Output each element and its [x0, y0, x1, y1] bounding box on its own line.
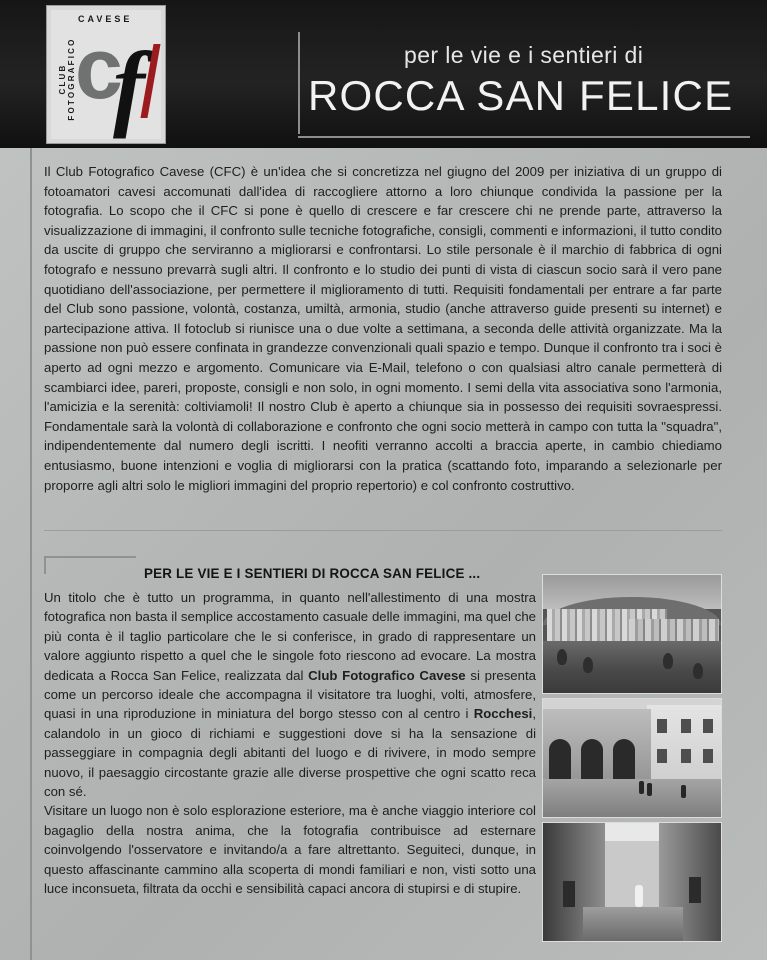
photo3-road: [583, 907, 683, 941]
club-logo: [46, 5, 166, 144]
club-name-bold: Club Fotografico Cavese: [308, 667, 466, 683]
photo2-arch: [581, 739, 603, 781]
photo2-person: [681, 785, 686, 798]
photo3-door: [689, 877, 701, 903]
title-vertical-rule: [298, 32, 300, 134]
section-paragraph-1-part-a: Un titolo che è tutto un programma, in quanto nell'allestimento di una mostra fotografica non basta il semplice accostamento casuale delle immagini, ma quel che più conta è il taglio particolare che le si conferisce, in grado di rappresentare un valore aggiunto rispetto a quel che le singole foto riescono ad evocare. La mostra dedicata a Rocca San Felice, realizzata dal: [44, 590, 536, 683]
header-inner: [30, 0, 767, 148]
logo-inner: [51, 10, 161, 139]
photo1-tree: [557, 649, 567, 665]
section-paragraph-1-part-c: si presenta come un percorso ideale che accompagna il visitatore tra luoghi, volti, atmosfere, quasi in una riproduzione in miniatura del borgo stesso con al centro i: [44, 667, 536, 722]
photo-village-hillside: [542, 574, 722, 694]
photo2-person: [639, 781, 644, 794]
logo-side-text: CLUB FOTOGRAFICO: [58, 37, 76, 121]
section-title: PER LE VIE E I SENTIERI DI ROCCA SAN FELICE ...: [144, 566, 481, 581]
header-subtitle: per le vie e i sentieri di: [404, 42, 644, 68]
page-title: ROCCA SAN FELICE: [308, 72, 734, 119]
section-text: [44, 588, 536, 899]
title-underline-rule: [298, 136, 750, 138]
logo-top-text: CAVESE: [78, 14, 133, 24]
section-paragraph-1: [44, 588, 536, 801]
section-divider: [44, 530, 722, 531]
intro-paragraph: Il Club Fotografico Cavese (CFC) è un'idea che si concretizza nel giugno del 2009 per iniziativa di un gruppo di fotoamatori cavesi accomunati dall'idea di raccogliere attorno a loro chiunque condivida la passione per la fotografia. Lo scopo che il CFC si pone è quello di crescere e far crescere chi ne prende parte, attraverso la visualizzazione di immagini, il confronto sulle tecniche fotografiche, consigli, commenti e informazioni, il tutto condito da uscite di gruppo che serviranno a migliorarsi e confrontarsi. Lo stile personale è il marchio di fabbrica di ogni fotografo e nessuno prevarrà sugli altri. Il confronto e lo studio dei punti di vista di ciascun socio sarà il vero pane quotidiano dell'associazione, per permettere il miglioramento di tutti. Requisiti fondamentali per entrare a far parte del Club sono passione, volontà, costanza, umiltà, armonia, studio (anche attraverso guide presenti su internet) e partecipazione attiva. Il fotoclub si riunisce una o due volte a settimana, a seconda delle attività organizzate. Ma la passione non può essere confinata in grandezze convenzionali quali spazio e tempo. Dunque il confronto tra i soci è aperto ad ogni mezzo e argomento. Comunicare via E-Mail, telefono o con qualsiasi altro canale permetterà di scambiarci idee, pareri, proposte, consigli e non solo, in ogni momento. I semi della vita associativa sono l'armonia, l'amicizia e la serenità: coltiviamoli! Il nostro Club è aperto a chiunque sia in possesso dei requisiti sovraespressi. Fondamentale sarà la volontà di collaborazione e confronto che ogni socio metterà in campo con tutta la "squadra", indipendentemente dal numero degli iscritti. I neofiti verranno accolti a braccia aperte, in cambio chiediamo entusiasmo, buone intenzioni e voglia di migliorarsi con la pratica (scattando foto, imparando a selezionarle per proporre agli altri solo le migliori immagini del proprio repertorio) e col confronto costruttivo.: [44, 164, 722, 493]
rocchesi-bold: Rocchesi: [473, 706, 533, 722]
photo2-arch: [613, 739, 635, 781]
intro-section: [44, 162, 722, 495]
photo2-person: [647, 783, 652, 796]
photo3-person: [635, 885, 643, 907]
photo-piazza-arches: [542, 698, 722, 818]
photo2-ground: [543, 779, 721, 817]
photo-narrow-alley: [542, 822, 722, 942]
logo-letter-c: c: [75, 21, 123, 117]
photo1-tree: [693, 663, 703, 679]
section-horizontal-rule: [44, 556, 136, 558]
logo-letter-f: f: [113, 32, 145, 139]
header-band: [0, 0, 767, 148]
photo2-building-right: [647, 705, 721, 781]
photo2-arch: [549, 739, 571, 781]
photo1-tree: [583, 657, 593, 673]
section-paragraph-1-part-e: , calandolo in un gioco di richiami e suggestioni dove si ha la sensazione di passeggiare in compagnia degli abitanti del luogo e di rivivere, in modo sempre nuovo, il paesaggio circostante grazie alle diverse prospettive che ogni scatto reca con sé.: [44, 706, 536, 800]
section-vertical-rule: [44, 556, 46, 574]
section-paragraph-2: Visitare un luogo non è solo esplorazione esteriore, ma è anche viaggio interiore col bagaglio della nostra anima, che la fotografia contribuisce ad esternare coinvolgendo l'osservatore e invitando/a a fare altrettanto. Seguiteci, dunque, in questo affascinante cammino alla scoperta di mondi familiari e non, visti sotto una luce inconsueta, filtrata da occhi e sensibilità capaci ancora di stupirsi e di stupire.: [44, 803, 536, 897]
photo1-tree: [663, 653, 673, 669]
photo3-door: [563, 881, 575, 907]
